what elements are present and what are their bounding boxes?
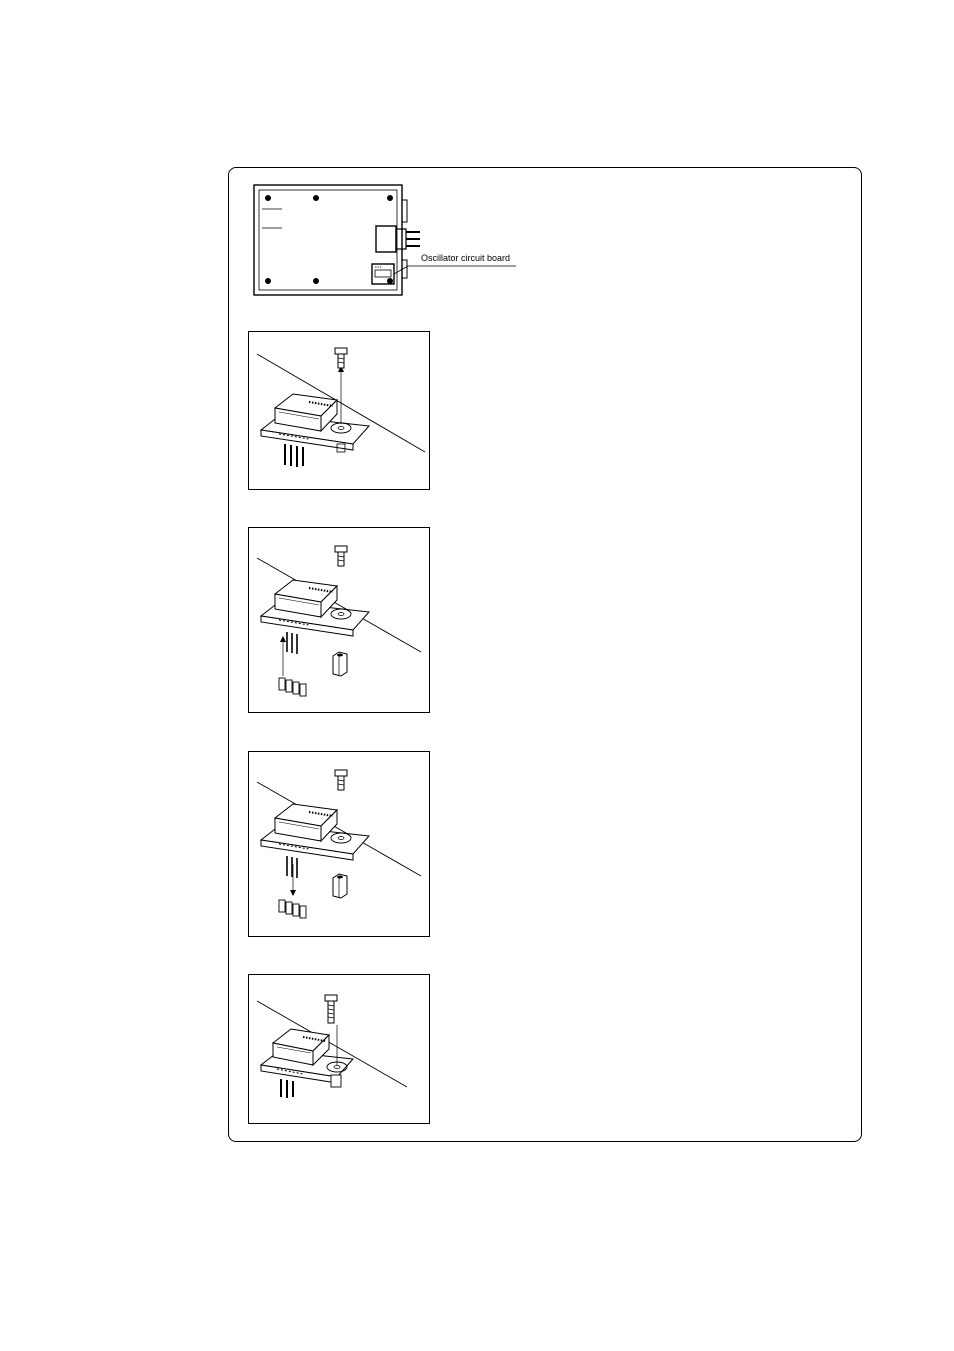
step-figure-remove-board	[248, 527, 430, 713]
step-figure-attach-board	[248, 751, 430, 937]
step-figure-remove-screw	[248, 331, 430, 490]
emulator-board-figure	[248, 180, 548, 300]
oscillator-board-label: Oscillator circuit board	[421, 253, 511, 263]
step-figure-fasten-screw	[248, 974, 430, 1124]
